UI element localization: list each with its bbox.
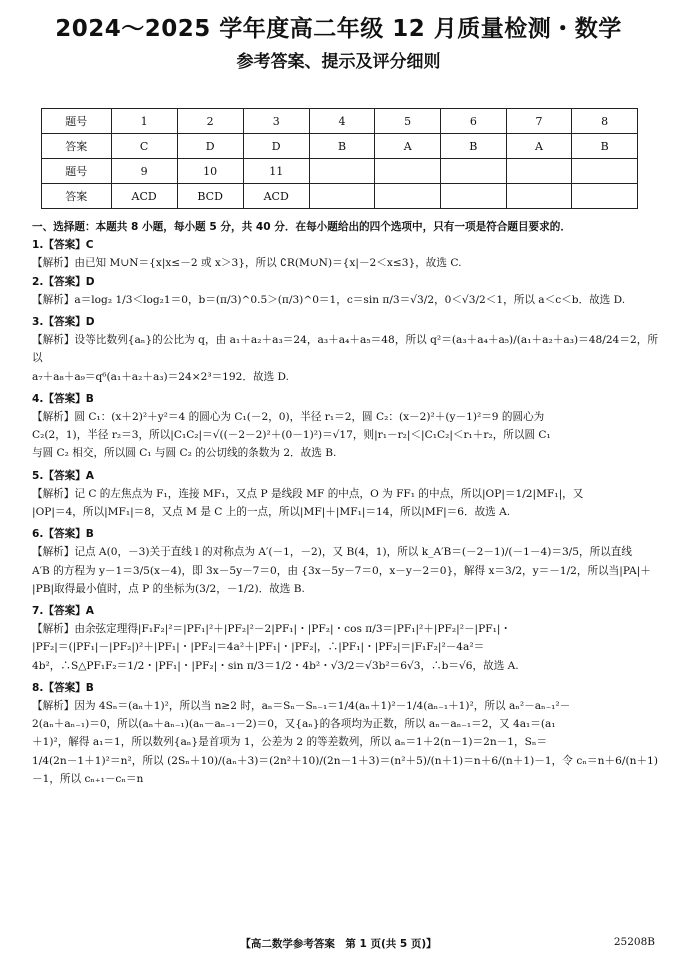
section-heading: 一、选择题：本题共 8 小题，每小题 5 分，共 40 分．在每小题给出的四个选项中，只有一项是符合题目要求的． xyxy=(32,221,571,233)
document-title: 2024～2025 学年度高二年级 12 月质量检测・数学 xyxy=(55,16,622,42)
table-cell xyxy=(375,184,441,209)
table-cell: ACD xyxy=(111,184,177,209)
table-cell xyxy=(572,184,638,209)
document-subtitle: 参考答案、提示及评分细则 xyxy=(236,52,441,72)
table-cell: 10 xyxy=(177,159,243,184)
row-label: 答案 xyxy=(42,184,112,209)
explanation-line: |PF₂|＝(|PF₁|－|PF₂|)²＋|PF₁|・|PF₂|＝4a²＋|PF₁|・|PF₂|，∴|PF₁|・|PF₂|＝|F₁F₂|²－4a²＝ xyxy=(32,641,485,654)
answer-line-6: 6.【答案】B xyxy=(32,528,94,541)
explanation-line: |PB|取得最小值时，点 P 的坐标为(3/2，－1/2)．故选 B. xyxy=(32,582,305,595)
table-cell: B xyxy=(572,134,638,159)
table-cell: C xyxy=(111,134,177,159)
row-label: 题号 xyxy=(42,109,112,134)
explanation-line: 1/4(2n－1＋1)²＝n²，所以 (2Sₙ＋10)/(aₙ＋3)＝(2n²＋10)/(2n－1＋3)＝(n²＋5)/(n＋1)＝n＋6/(n＋1)－1，令 cₙ＝n＋6/(n＋1)－1，所以 cₙ₊₁－cₙ＝n xyxy=(32,754,658,785)
explanation-line: 4b²，∴S△PF₁F₂＝1/2・|PF₁|・|PF₂|・sin π/3＝1/2・4b²・√3/2＝√3b²＝6√3，∴b＝√6，故选 A. xyxy=(32,659,519,672)
table-cell: BCD xyxy=(177,184,243,209)
table-cell xyxy=(309,159,375,184)
answer-table xyxy=(41,108,638,209)
table-row xyxy=(42,159,638,184)
table-row xyxy=(42,109,638,134)
row-label: 题号 xyxy=(42,159,112,184)
table-cell: D xyxy=(243,134,309,159)
explanation-line: 与圆 C₂ 相交，所以圆 C₁ 与圆 C₂ 的公切线的条数为 2．故选 B. xyxy=(32,447,337,460)
answer-line-2: 2.【答案】D xyxy=(32,275,95,288)
explanation-line: 【解析】a＝log₂ 1/3＜log₂1＝0，b＝(π/3)^0.5＞(π/3)^0＝1，c＝sin π/3＝√3/2，0＜√3/2＜1，所以 a＜c＜b．故选 D. xyxy=(32,293,626,306)
document-code: 25208B xyxy=(613,936,655,948)
table-cell: 5 xyxy=(375,109,441,134)
table-cell: B xyxy=(441,134,507,159)
answer-line-7: 7.【答案】A xyxy=(32,605,94,618)
table-cell: ACD xyxy=(243,184,309,209)
explanation-line: 【解析】记点 A(0，－3)关于直线 l 的对称点为 A′(－1，－2)，又 B(4，1)，所以 k_A′B＝(－2－1)/(－1－4)＝3/5，所以直线 xyxy=(32,546,632,559)
table-cell xyxy=(441,184,507,209)
table-cell: 9 xyxy=(111,159,177,184)
table-row xyxy=(42,184,638,209)
table-cell: 4 xyxy=(309,109,375,134)
explanation-line: 【解析】由余弦定理得|F₁F₂|²＝|PF₁|²＋|PF₂|²－2|PF₁|・|PF₂|・cos π/3＝|PF₁|²＋|PF₂|²－|PF₁|・ xyxy=(32,623,512,636)
row-label: 答案 xyxy=(42,134,112,159)
table-cell xyxy=(375,159,441,184)
explanation-line: a₇＋a₈＋a₉＝q⁶(a₁＋a₂＋a₃)＝24×2³＝192．故选 D. xyxy=(32,370,290,383)
table-cell: A xyxy=(506,134,572,159)
explanation-line: A′B 的方程为 y－1＝3/5(x－4)，即 3x－5y－7＝0，由 {3x－5y－7＝0，x－y－2＝0}，解得 x＝3/2，y＝－1/2，所以当|PA|＋ xyxy=(32,564,651,577)
explanation-line: 【解析】记 C 的左焦点为 F₁，连接 MF₁，又点 P 是线段 MF 的中点，O 为 FF₁ 的中点，所以|OP|＝1/2|MF₁|，又 xyxy=(32,487,584,500)
answer-line-3: 3.【答案】D xyxy=(32,316,95,329)
table-cell xyxy=(309,184,375,209)
table-cell xyxy=(506,159,572,184)
page-footer: 【高二数学参考答案 第 1 页(共 5 页)】 xyxy=(240,938,437,950)
table-cell: B xyxy=(309,134,375,159)
explanation-line: C₂(2，1)，半径 r₂＝3，所以|C₁C₂|＝√((－2－2)²＋(0－1)²)＝√17，则|r₁－r₂|＜|C₁C₂|＜r₁＋r₂，所以圆 C₁ xyxy=(32,429,551,442)
table-cell: D xyxy=(177,134,243,159)
explanation-line: 【解析】圆 C₁：(x＋2)²＋y²＝4 的圆心为 C₁(－2，0)，半径 r₁＝2，圆 C₂：(x－2)²＋(y－1)²＝9 的圆心为 xyxy=(32,411,545,424)
table-cell: 7 xyxy=(506,109,572,134)
table-cell xyxy=(506,184,572,209)
answer-line-5: 5.【答案】A xyxy=(32,469,94,482)
answer-line-8: 8.【答案】B xyxy=(32,681,94,694)
table-cell xyxy=(572,159,638,184)
explanation-line: 2(aₙ＋aₙ₋₁)＝0，所以(aₙ＋aₙ₋₁)(aₙ－aₙ₋₁－2)＝0，又{aₙ}的各项均为正数，所以 aₙ－aₙ₋₁＝2，又 4a₁＝(a₁ xyxy=(32,718,556,731)
explanation-line: |OP|＝4，所以|MF₁|＝8，又点 M 是 C 上的一点，所以|MF|＋|MF₁|＝14，所以|MF|＝6．故选 A. xyxy=(32,506,511,519)
table-cell: 1 xyxy=(111,109,177,134)
solutions-body xyxy=(32,218,658,788)
explanation-line: 【解析】因为 4Sₙ＝(aₙ＋1)²，所以当 n≥2 时，aₙ＝Sₙ－Sₙ₋₁＝1/4(aₙ＋1)²－1/4(aₙ₋₁＋1)²，所以 aₙ²－aₙ₋₁²－ xyxy=(32,700,571,713)
answer-line-1: 1.【答案】C xyxy=(32,239,94,252)
table-cell: 2 xyxy=(177,109,243,134)
table-cell: A xyxy=(375,134,441,159)
table-cell: 8 xyxy=(572,109,638,134)
table-cell: 6 xyxy=(441,109,507,134)
table-cell: 11 xyxy=(243,159,309,184)
explanation-line: 【解析】设等比数列{aₙ}的公比为 q，由 a₁＋a₂＋a₃＝24，a₃＋a₄＋a₅＝48，所以 q²＝(a₃＋a₄＋a₅)/(a₁＋a₂＋a₃)＝48/24＝2，所以 xyxy=(32,334,658,365)
explanation-line: ＋1)²，解得 a₁＝1，所以数列{aₙ}是首项为 1，公差为 2 的等差数列，所以 aₙ＝1＋2(n－1)＝2n－1，Sₙ＝ xyxy=(32,736,548,749)
answer-line-4: 4.【答案】B xyxy=(32,392,94,405)
explanation-line: 【解析】由已知 M∪N＝{x|x≤－2 或 x＞3}，所以 ∁R(M∪N)＝{x|－2＜x≤3}，故选 C. xyxy=(32,257,462,270)
table-cell: 3 xyxy=(243,109,309,134)
table-row xyxy=(42,134,638,159)
table-cell xyxy=(441,159,507,184)
